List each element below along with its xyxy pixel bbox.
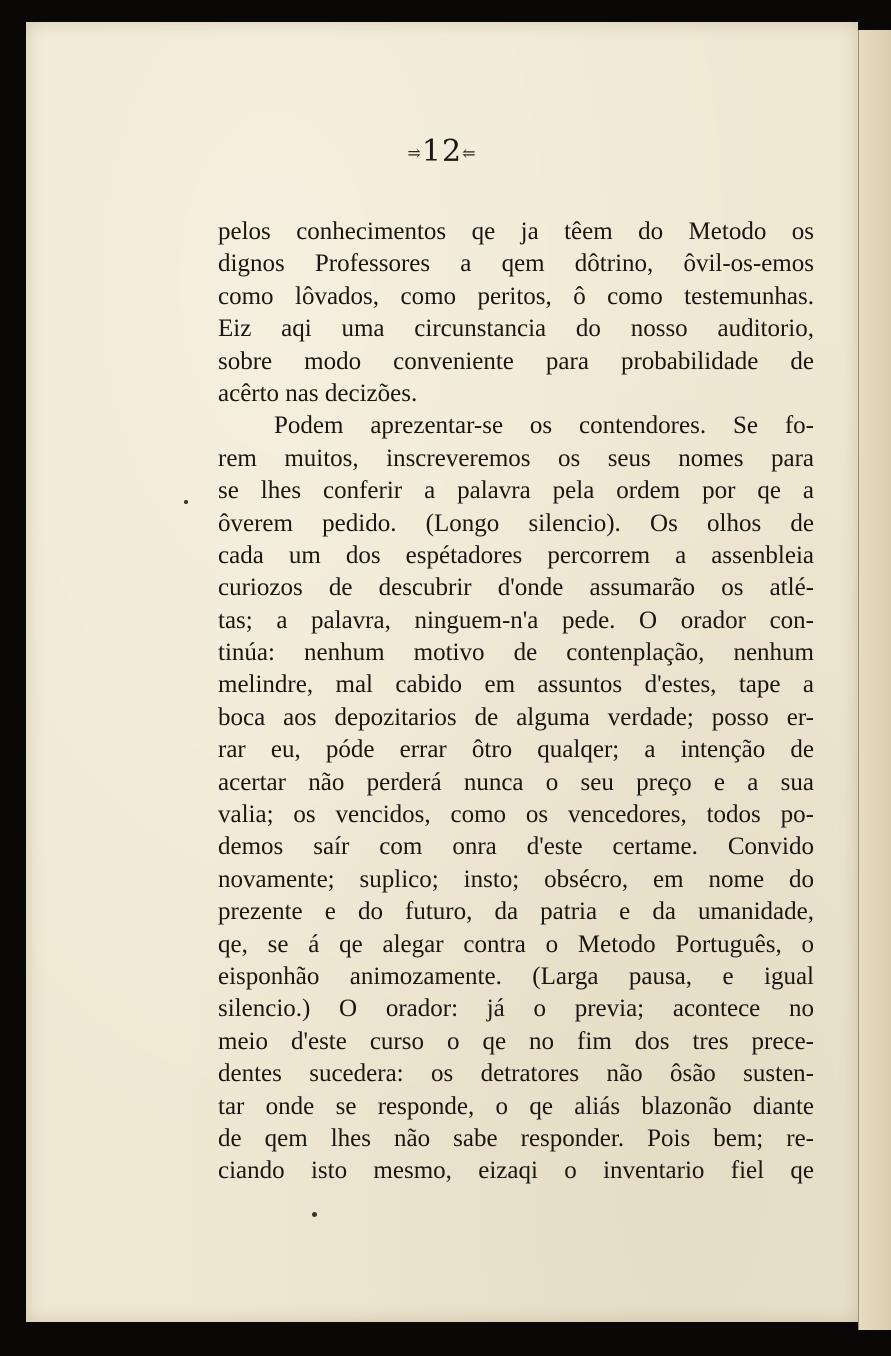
text-line: de qem lhes não sabe responder. Pois bem; re-	[218, 1124, 814, 1152]
text-line: boca aos depozitarios de alguma verdade; posso er-	[218, 703, 814, 731]
text-line: ciando isto mesmo, eizaqi o inventario fiel qe	[218, 1157, 814, 1185]
text-line: demos saír com onra d'este certame. Convido	[218, 833, 814, 861]
text-line: acêrto nas decizões.	[218, 379, 418, 407]
text-line: curiozos de descubrir d'onde assumarão os atlé-	[218, 574, 814, 602]
body-text	[218, 216, 814, 1188]
text-line: dignos Professores a qem dôtrino, ôvil-os-emos	[218, 250, 814, 278]
text-line: pelos conhecimentos qe ja têem do Metodo os	[218, 218, 814, 245]
text-line: como lôvados, como peritos, ô como testemunhas.	[218, 282, 814, 310]
text-line: qe, se á qe alegar contra o Metodo Português, o	[218, 930, 814, 958]
text-line: sobre modo conveniente para probabilidade de	[218, 347, 814, 375]
text-line: melindre, mal cabido em assuntos d'estes, tape a	[218, 671, 814, 699]
text-line: Podem aprezentar-se os contendores. Se fo-	[274, 412, 814, 440]
text-line: ôverem pedido. (Longo silencio). Os olhos de	[218, 509, 814, 537]
text-line: valia; os vencidos, como os vencedores, todos po-	[218, 801, 814, 829]
text-line: tas; a palavra, ninguem-n'a pede. O orador con-	[218, 606, 814, 634]
text-line: meio d'este curso o qe no fim dos tres prece-	[218, 1027, 814, 1055]
text-line: cada um dos espétadores percorrem a assenbleia	[218, 541, 814, 569]
text-line: eisponhão animozamente. (Larga pausa, e igual	[218, 962, 814, 990]
text-line: rem muitos, inscreveremos os seus nomes para	[218, 444, 814, 472]
text-line: dentes sucedera: os detratores não ôsão susten-	[218, 1060, 814, 1088]
ink-speck-icon	[312, 1212, 317, 1217]
text-line: Eiz aqi uma circunstancia do nosso auditorio,	[218, 315, 814, 343]
text-line: silencio.) O orador: já o previa; acontece no	[218, 995, 814, 1023]
text-line: acertar não perderá nunca o seu preço e a sua	[218, 768, 814, 796]
book-page	[26, 22, 858, 1322]
page-number	[26, 134, 858, 169]
text-line: prezente e do futuro, da patria e da umanidade,	[218, 898, 814, 926]
text-line: tinúa: nenhum motivo de contenplação, nenhum	[218, 639, 814, 667]
ink-speck-icon	[184, 500, 188, 504]
page-number-value: 12	[421, 134, 463, 169]
next-page-edge	[858, 30, 891, 1330]
text-line: novamente; suplico; insto; obsécro, em nome do	[218, 865, 814, 893]
text-line: tar onde se responde, o qe aliás blazonão diante	[218, 1092, 814, 1120]
text-line: se lhes conferir a palavra pela ordem por qe a	[218, 477, 814, 505]
text-line: rar eu, póde errar ôtro qualqer; a intenção de	[218, 736, 814, 764]
ornament-left-icon: ⥤	[407, 143, 422, 163]
ornament-right-icon: ⥢	[462, 143, 477, 163]
